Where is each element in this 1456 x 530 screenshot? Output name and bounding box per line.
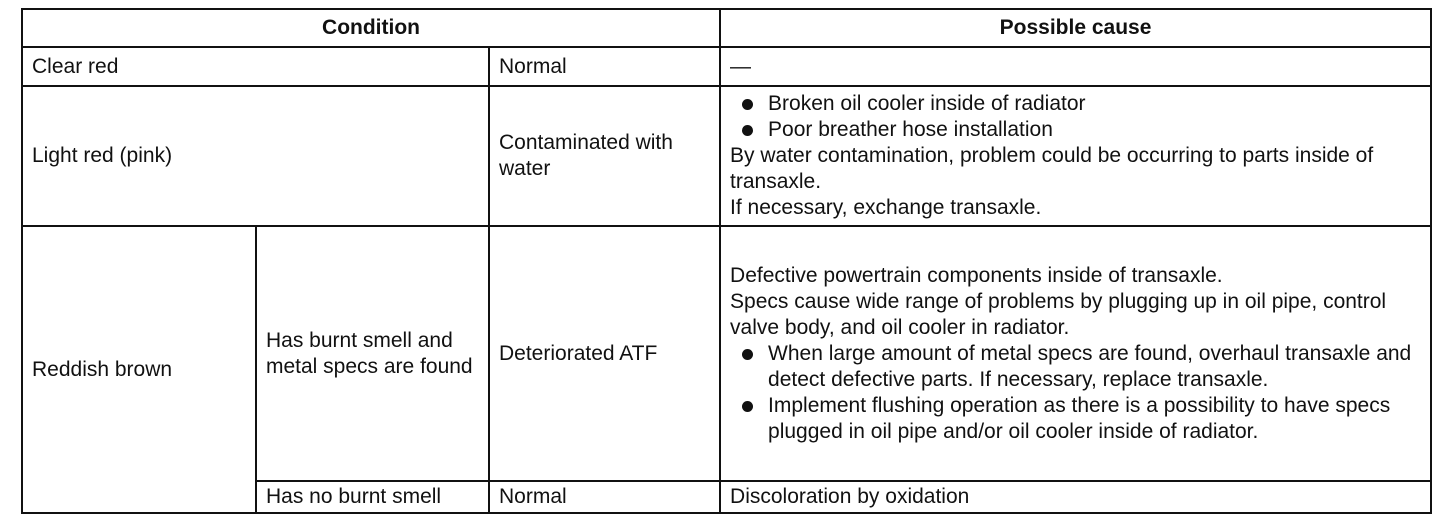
possible-cause [720,47,1431,86]
condition-state: Deteriorated ATF [489,226,720,481]
condition-color: Reddish brown [22,226,256,513]
condition-state: Contaminated with water [489,86,720,226]
cause-bullet-list [730,91,1421,143]
condition-sub: Has burnt smell and metal specs are found [256,226,489,481]
cause-bullet-item: Poor breather hose installation [730,117,1421,143]
table-row [22,226,1431,481]
atf-condition-table [21,8,1432,514]
cause-intro: Defective powertrain components inside of transaxle. [730,263,1223,287]
header-condition: Condition [22,9,720,47]
possible-cause [720,86,1431,226]
cause-note: If necessary, exchange transaxle. [730,196,1042,219]
possible-cause: Discoloration by oxidation [720,481,1431,513]
table-row [22,86,1431,226]
cause-intro: Specs cause wide range of problems by plugging up in oil pipe, control valve body, and oil cooler in radiator. [730,289,1387,339]
cause-bullet-item: Broken oil cooler inside of radiator [730,91,1421,117]
header-row [22,9,1431,47]
condition-state: Normal [489,47,720,86]
condition-state: Normal [489,481,720,513]
condition-sub: Has no burnt smell [256,481,489,513]
table-row [22,47,1431,86]
condition-color: Light red (pink) [22,86,489,226]
cause-bullet-item: Implement flushing operation as there is a possibility to have specs plugged in oil pipe and/or oil cooler inside of radiator. [730,393,1421,445]
cause-note: By water contamination, problem could be occurring to parts inside of transaxle. [730,144,1374,193]
header-possible-cause: Possible cause [720,9,1431,47]
cause-bullet-list [730,341,1421,445]
cause-bullet-item: When large amount of metal specs are found, overhaul transaxle and detect defective parts. If necessary, replace transaxle. [730,341,1421,393]
no-cause-dash: — [730,54,752,78]
condition-color: Clear red [22,47,489,86]
possible-cause [720,226,1431,481]
